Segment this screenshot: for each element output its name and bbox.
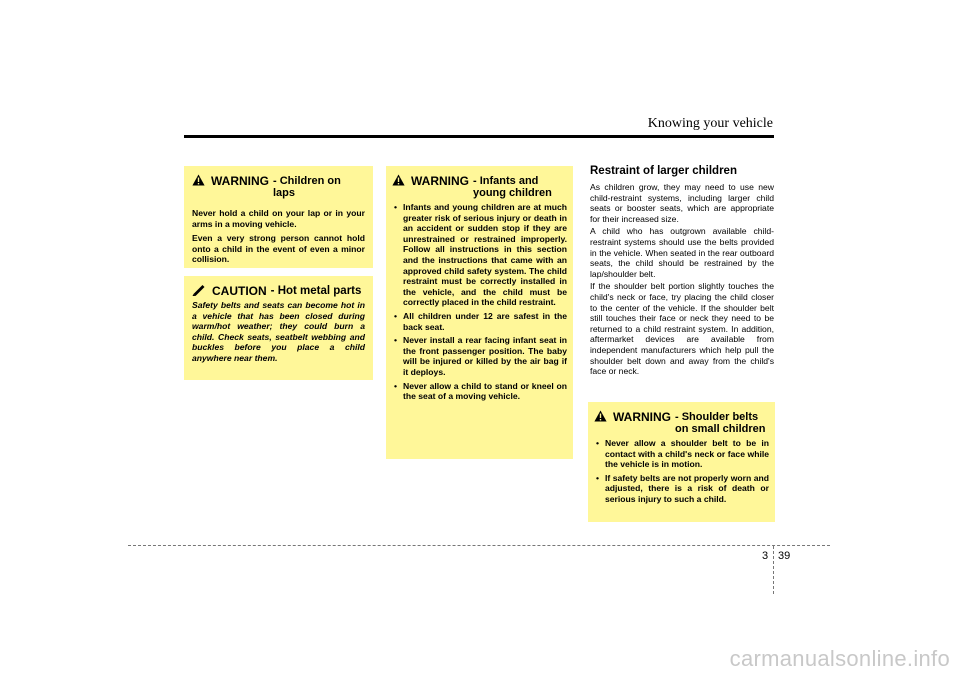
warning-icon: [192, 174, 205, 186]
header-rule: [184, 135, 774, 138]
section-heading: Restraint of larger children: [590, 165, 737, 177]
warning-list: [392, 202, 567, 402]
caution-title: [192, 285, 365, 297]
warning-label: WARNING: [613, 410, 671, 424]
warning-shoulder-belts: [588, 402, 775, 522]
caution-subject: - Hot metal parts: [270, 285, 362, 297]
list-item: • All children under 12 are safest in the back seat.: [392, 311, 567, 332]
warning-icon: [392, 174, 405, 186]
list-item: • Never allow a shoulder belt to be in contact with a child's neck or face while the vehicle is in motion.: [594, 438, 769, 470]
body-paragraph: A child who has outgrown available child-restraint systems should use the belts provided in the vehicle. When seated in the rear outboard seats, the child should be restrained by the lap/shoulder belt.: [590, 226, 774, 279]
page-number: 39: [778, 550, 791, 562]
warning-icon: [594, 410, 607, 422]
section-body: [590, 182, 774, 379]
page-divider: [773, 546, 774, 594]
warning-paragraph: Even a very strong person cannot hold onto a child in the event of even a minor collision.: [192, 233, 365, 265]
footer-rule: [128, 545, 830, 546]
list-item: • If safety belts are not properly worn and adjusted, there is a risk of death or serious injury to such a child.: [594, 473, 769, 505]
warning-title: [594, 411, 769, 435]
warning-subject: - Infants and young children: [473, 175, 552, 199]
body-paragraph: If the shoulder belt portion slightly touches the child's neck or face, try placing the child closer to the center of the vehicle. If the shoulder belt still touches their face or neck they need to be returned to a child restraint system. In addition, aftermarket devices are available from independent manufacturers which help pull the shoulder belt down and away from the child's face or neck.: [590, 281, 774, 377]
header-title: Knowing your vehicle: [647, 116, 773, 131]
warning-subject: - Shoulder belts on small children: [675, 411, 766, 435]
list-item: • Infants and young children are at much greater risk of serious injury or death in an accident or sudden stop if they are unrestrained or restrained improperly. Follow all instructions in this section and the instructions that came with an approved child safety system. The child restraint must be correctly installed in the vehicle, and the child must be correctly placed in the child restraint.: [392, 202, 567, 308]
chapter-number: 3: [762, 550, 769, 562]
warning-subject: - Children on laps: [273, 175, 341, 199]
warning-paragraph: Never hold a child on your lap or in your arms in a moving vehicle.: [192, 208, 365, 229]
warning-title: [192, 175, 365, 199]
pencil-icon: [192, 284, 206, 296]
caution-text: Safety belts and seats can become hot in a vehicle that has been closed during warm/hot weather; they could burn a child. Check seats, seatbelt webbing and buckles before you place a child anywhere near them.: [192, 300, 365, 363]
caution-hot-metal-parts: [184, 276, 373, 380]
warning-list: [594, 438, 769, 505]
warning-title: [392, 175, 567, 199]
warning-label: WARNING: [211, 174, 269, 188]
warning-infants-young-children: [386, 166, 573, 459]
watermark: carmanualsonline.info: [729, 646, 950, 671]
warning-label: WARNING: [411, 174, 469, 188]
list-item: • Never allow a child to stand or kneel on the seat of a moving vehicle.: [392, 381, 567, 402]
list-item: • Never install a rear facing infant seat in the front passenger position. The baby will be injured or killed by the air bag if it deploys.: [392, 335, 567, 377]
body-paragraph: As children grow, they may need to use new child-restraint systems, including larger child seats or booster seats, which are appropriate for their increased size.: [590, 182, 774, 224]
caution-label: CAUTION: [212, 284, 267, 298]
warning-children-on-laps: [184, 166, 373, 268]
